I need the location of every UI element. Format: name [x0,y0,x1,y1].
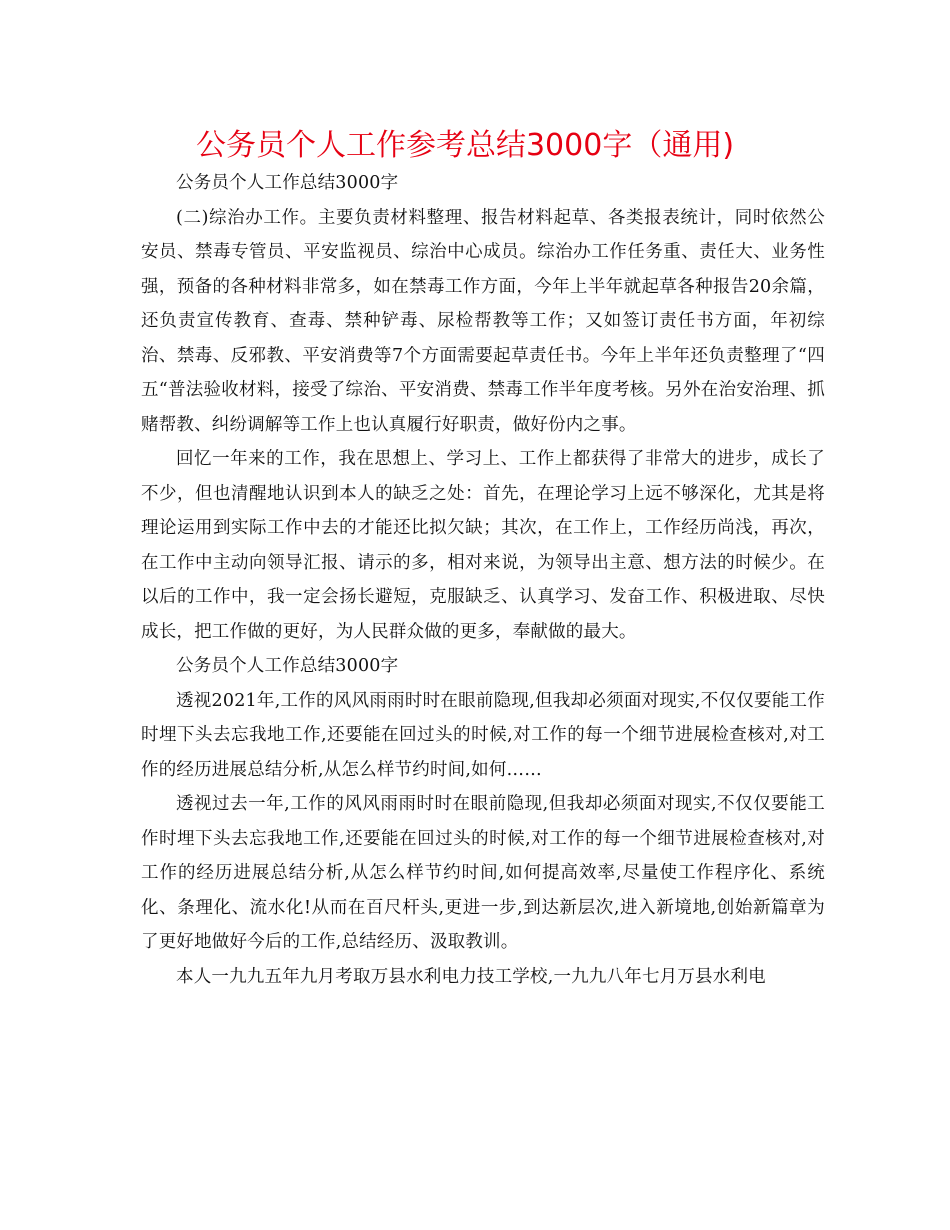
document-body [141,166,825,994]
section-subheading: 公务员个人工作总结3000字 [176,173,399,193]
section-subheading: 公务员个人工作总结3000字 [176,656,399,676]
paragraph: (二)综治办工作。主要负责材料整理、报告材料起草、各类报表统计，同时依然公安员、禁毒专管员、平安监视员、综治中心成员。综治办工作任务重、责任大、业务性强，预备的各种材料非常多，如在禁毒工作方面，今年上半年就起草各种报告20余篇，还负责宣传教育、查毒、禁种铲毒、尿检帮教等工作；又如签订责任书方面，年初综治、禁毒、反邪教、平安消费等7个方面需要起草责任书。今年上半年还负责整理了“四五“普法验收材料，接受了综治、平安消费、禁毒工作半年度考核。另外在治安治理、抓赌帮教、纠纷调解等工作上也认真履行好职责，做好份内之事。 [141,207,825,435]
paragraph: 本人一九九五年九月考取万县水利电力技工学校,一九九八年七月万县水利电 [176,966,766,987]
document-title: 公务员个人工作参考总结3000字（通用) [195,128,735,163]
paragraph: 回忆一年来的工作，我在思想上、学习上、工作上都获得了非常大的进步，成长了不少，但也清醒地认识到本人的缺乏之处：首先，在理论学习上远不够深化，尤其是将理论运用到实际工作中去的才能还比拟欠缺；其次，在工作上，工作经历尚浅，再次，在工作中主动向领导汇报、请示的多，相对来说，为领导出主意、想方法的时候少。在以后的工作中，我一定会扬长避短，克服缺乏、认真学习、发奋工作、积极进取、尽快成长，把工作做的更好，为人民群众做的更多，奉献做的最大。 [141,449,825,642]
paragraph: 透视过去一年,工作的风风雨雨时时在眼前隐现,但我却必须面对现实,不仅仅要能工作时埋下头去忘我地工作,还要能在回过头的时候,对工作的每一个细节进展检查核对,对工作的经历进展总结分析,从怎么样节约时间,如何提高效率,尽量使工作程序化、系统化、条理化、流水化!从而在百尺杆头,更进一步,到达新层次,进入新境地,创始新篇章为了更好地做好今后的工作,总结经历、汲取教训。 [141,794,825,952]
paragraph: 透视2021年,工作的风风雨雨时时在眼前隐现,但我却必须面对现实,不仅仅要能工作时埋下头去忘我地工作,还要能在回过头的时候,对工作的每一个细节进展检查核对,对工作的经历进展总结分析,从怎么样节约时间,如何…… [141,690,825,780]
